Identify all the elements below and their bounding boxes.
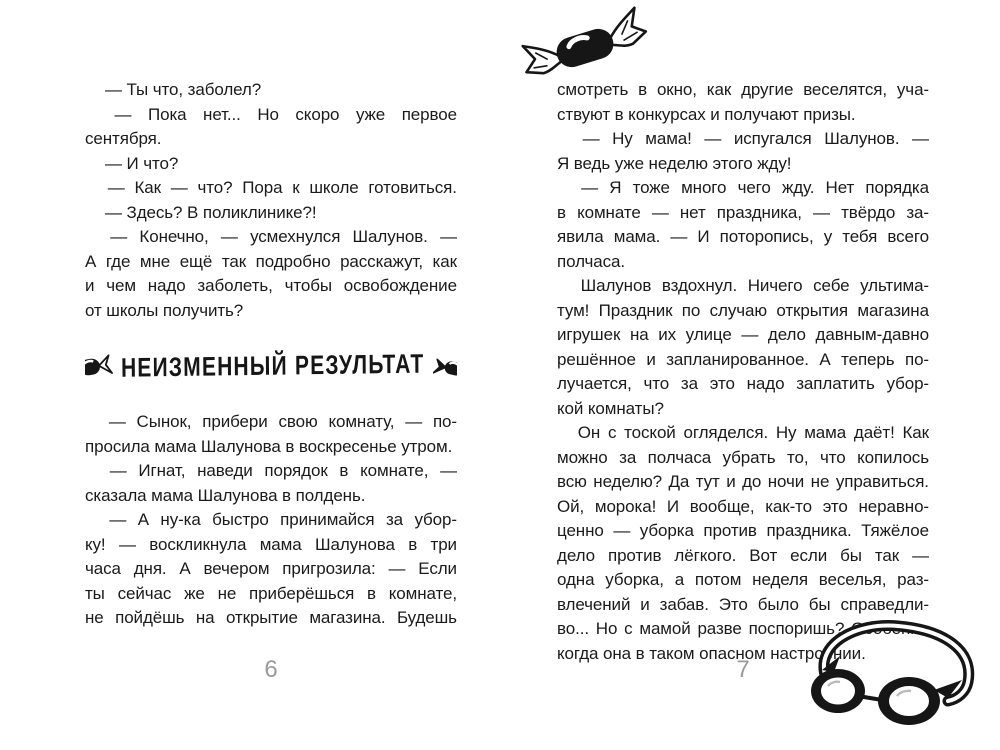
text-line: ку! — воскликнула мама Шалунова в три: [85, 534, 457, 554]
text-line: во... Но с мамой разве поспоришь? Особенно: [557, 619, 929, 638]
text-line: — Пока нет... Но скоро уже первое: [114, 104, 457, 124]
text-line: Он с тоской огляделся. Ну мама даёт! Как: [577, 423, 929, 442]
text-line: в комнате — нет праздника, — твёрдо за-: [557, 202, 929, 222]
text-line: решённое и запланированное. А теперь по-: [557, 349, 929, 369]
candy-doodle-left-icon: [85, 350, 113, 384]
text-line: — Здесь? В поликлинике?!: [105, 202, 317, 222]
text-line: явила мама. — И поторопись, у тебя всего: [557, 227, 929, 246]
page-number-right: 7: [736, 656, 750, 683]
text-line: — Сынок, прибери свою комнату, — по-: [108, 412, 457, 431]
text-line: дело против лёгкого. Вот если бы так —: [557, 545, 929, 565]
text-line: тум! Праздник по случаю открытия магазина: [557, 300, 929, 320]
text-line: — Конечно, — усмехнулся Шалунов. —: [110, 227, 457, 246]
text-line: от школы получить?: [85, 300, 244, 320]
candy-doodle-right-icon: [433, 350, 457, 384]
text-line: просила мама Шалунова в воскресенье утром.: [85, 436, 453, 456]
text-line: не пойдёшь на открытие магазина. Будешь: [85, 608, 457, 627]
text-line: А где мне ещё так подробно расскажут, как: [85, 251, 457, 271]
text-line: смотреть в окно, как другие веселятся, уча-: [557, 80, 929, 99]
text-line: — И что?: [105, 153, 179, 173]
page-number-left: 6: [264, 656, 278, 683]
text-line: ценно — уборка против праздника. Тяжёлое: [557, 521, 929, 540]
text-line: игрушек на их улице — дело давным-давно: [557, 325, 929, 344]
text-line: Я ведь уже неделю этого жду!: [557, 153, 792, 173]
text-line: — А ну-ка быстро принимайся за убор-: [109, 510, 457, 529]
text-line: кой комнаты?: [557, 398, 664, 418]
text-line: часа дня. А вечером пригрозила: — Если: [85, 559, 457, 578]
text-column-right: [557, 78, 929, 666]
text-line: сентября.: [85, 129, 162, 148]
text-line: когда она в таком опасном настроении.: [557, 643, 866, 663]
text-line: можно за полчаса убрать то, что копилось: [557, 447, 929, 467]
text-line: Шалунов вздохнул. Ничего себе ультима-: [580, 276, 929, 295]
text-line: ствуют в конкурсах и получают призы.: [557, 104, 856, 124]
text-column-left: [85, 78, 457, 631]
section-heading-row: [85, 349, 457, 385]
text-line: одна уборка, а потом неделя веселья, раз-: [557, 570, 929, 589]
text-line: Ой, морока! И вообще, как-то это неравно-: [557, 496, 929, 516]
section-heading: НЕИЗМЕННЫЙ РЕЗУЛЬТАТ: [121, 349, 425, 384]
text-line: — Ты что, заболел?: [105, 80, 262, 99]
text-line: влечений и забав. Это было бы справедли-: [557, 594, 929, 614]
text-line: — Как — что? Пора к школе готовиться.: [107, 178, 457, 197]
text-line: всю неделю? Да тут и до ночи не управиться.: [557, 472, 929, 491]
text-line: ты сейчас же не приберёшься в комнате,: [85, 583, 457, 603]
text-line: полчаса.: [557, 251, 626, 271]
text-line: лучается, что за это надо заплатить убор-: [557, 374, 929, 393]
text-line: и чем надо заболеть, чтобы освобождение: [85, 276, 457, 295]
goggles-illustration: [796, 618, 998, 726]
text-line: — Я тоже много чего жду. Нет порядка: [581, 178, 929, 197]
text-line: сказала мама Шалунова в полдень.: [85, 485, 366, 505]
text-line: — Игнат, наведи порядок в комнате, —: [109, 461, 457, 480]
text-line: — Ну мама! — испугался Шалунов. —: [582, 129, 929, 148]
